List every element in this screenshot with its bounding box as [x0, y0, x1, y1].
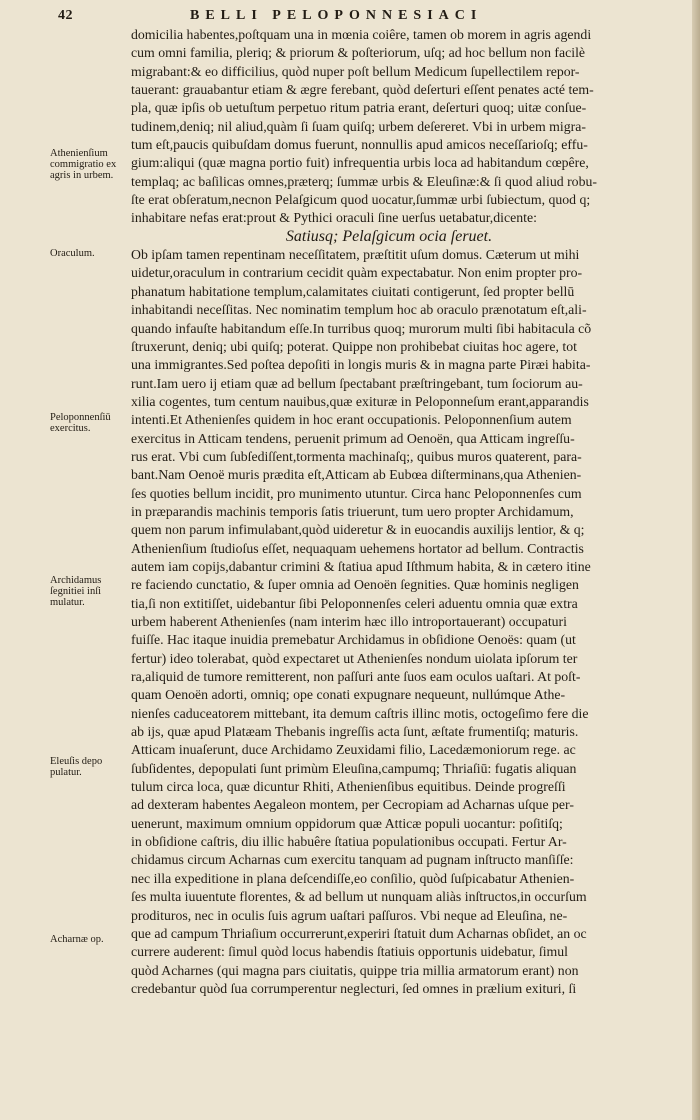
text-line: una immigrantes.Sed poſtea depoſiti in longis muris & in magna parte Piræi habita-: [131, 357, 591, 373]
text-line: quòd Acharnes (qui magna pars ciuitatis, quippe tria millia armatorum erant) non: [131, 962, 579, 978]
main-text: [131, 26, 687, 998]
text-line: ab ijs, quæ apud Platæam Thebanis ingreſſis acta ſunt, æſtate frumentiſq; maturis.: [131, 724, 579, 740]
text-line: ſes multa iuuentute florentes, & ad bellum ut nunquam aliàs inſtructos,in occurſum: [131, 889, 587, 905]
text-line: ſubſidentes, depopulati ſunt primùm Eleuſina,campumq; Thriaſiū: fugatis aliquan: [131, 760, 577, 776]
text-line: phanatum habitatione templum,calamitates ciuitati contigerunt, ſed propter bellū: [131, 283, 575, 299]
text-line: prodituros, nec in oculis ſuis agrum uaſtari paſſuros. Vbi neque ad Eleuſina, ne-: [131, 907, 568, 923]
margin-note-exercitus: Peloponnenſiū exercitus.: [50, 412, 111, 434]
text-line: Ob ipſam tamen repentinam neceſſitatem, præſtitit uſum domus. Cæterum ut mihi: [131, 247, 580, 263]
running-title: BELLI PELOPONNESIACI: [190, 8, 483, 23]
text-line: re faciendo cunctatio, & ſuper omnia ad Oenoën ſegnities. Quæ hominis negligen: [131, 577, 579, 593]
text-line: chidamus circum Acharnas cum exercitu tanquam ad pugnam inſtructo manſiſſe:: [131, 852, 574, 868]
text-line: credebantur quòd ſua corrumperentur neglecturi, ſed omnes in prælium exituri, ſi: [131, 980, 577, 996]
text-line: inhabitandi neceſſitas. Nec nominatim templum hoc ab oraculo prænotatum eſt,ali-: [131, 302, 587, 318]
text-line: ad dexteram habentes Aegaleon montem, per Cecropiam ad Acharnas uſque per-: [131, 797, 574, 813]
text-line: templaq; ac baſilicas omnes,præterq; ſummæ urbis & Eleuſinæ:& ſi quod aliud robu-: [131, 173, 597, 189]
text-line: quem non parum infimulabant,quòd uideretur & in euocandis auxilijs lentior, & q;: [131, 522, 585, 538]
margin-note-oraculum: Oraculum.: [50, 248, 95, 259]
text-line: ſte erat obſeratum,necnon Pelaſgicum quod uocatur,ſummæ urbi ſubiectum, quod q;: [131, 192, 591, 208]
page-number: 42: [58, 8, 73, 23]
text-line: fertur) ideo tolerabat, quòd expectaret ut Athenienſes nondum uiolata ipſorum ter: [131, 650, 578, 666]
text-line: intenti.Et Athenienſes quidem in hoc erant occupationis. Peloponnenſium autem: [131, 412, 572, 428]
text-line: quam Oenoën adorti, omniq; ope conati expugnare nequeunt, nullúmque Athe-: [131, 687, 566, 703]
text-line: bant.Nam Oenoë muris prædita eſt,Atticam ab Eubœa diſterminans,qua Athenien-: [131, 467, 582, 483]
text-line: cum omni familia, pleriq; & priorum & poſteriorum, uſq; ad hoc bellum non facilè: [131, 45, 586, 61]
text-line: uenerunt, maximum omnium oppidorum quæ Atticæ populi uocantur: poſitiſq;: [131, 815, 563, 831]
oracle-verse: Satiusq; Pelaſgicum ocia ſeruet.: [285, 227, 493, 245]
text-line: ra,aliquid de tumore remitterent, non paſſuri ante ſuos eam oculos uaſtari. At poſt-: [131, 669, 581, 685]
text-line: rus erat. Vbi cum ſubſediſſent,tormenta machinaſq;, quibus muros quaterent, para-: [131, 448, 582, 464]
text-line: quando infauſte habitandum eſſe.In turribus quoq; murorum multi ſibi habitacula cõ: [131, 320, 592, 336]
text-line: xilia cogentes, tum centum nauibus,quæ exituræ in Peloponneſum erant,apparandis: [131, 393, 589, 409]
margin-note-commigratio: Athenienſium commigratio ex agris in urbem.: [50, 148, 117, 181]
text-line: uidetur,oraculum in contrarium cecidit quàm expectabatur. Non enim propter pro-: [131, 265, 583, 281]
text-line: gium:aliqui (quæ magna portio fuit) infrequentia urbis loca ad habitandum cœpêre,: [131, 155, 589, 171]
text-line: tia,ſi non extitiſſet, uidebantur ſibi Peloponnenſes celeri aduentu omnia quæ extra: [131, 595, 578, 611]
text-line: ſes quoties bellum incidit, pro munimento utuntur. Circa hanc Peloponnenſes cum: [131, 485, 582, 501]
text-line: Atticam inuaſerunt, duce Archidamo Zeuxidami filio, Lacedæmoniorum rege. ac: [131, 742, 576, 758]
text-line: ſtruxerunt, deniq; ubi quiſq; poterat. Quippe non prohibebat ciuitas hoc agere, tot: [131, 338, 577, 354]
text-line: runt.Iam uero ij etiam quæ ad bellum ſpectabant præſtringebant, tum ſociorum au-: [131, 375, 583, 391]
text-line: autem iam copijs,dabantur crimini & ſtatiua apud Iſthmum habita, & in cætero itine: [131, 558, 591, 574]
margin-note-archidamus: Archidamus ſegnitiei inſi mulatur.: [50, 575, 102, 608]
text-line: tulum circa loca, quæ dicuntur Rhiti, Athenienſibus equitibus. Deinde progreſſi: [131, 779, 566, 795]
text-line: currere auderent: ſimul quòd locus habendis ſtatiuis opportunis uidebatur, ſimul: [131, 944, 569, 960]
text-line: fuiſſe. Hac itaque inuidia premebatur Archidamus in obſidione Oenoës: quam (ut: [131, 632, 576, 648]
text-line: Athenienſium ſtudioſus eſſet, nequaquam uehemens hortator ad bellum. Contractis: [131, 540, 584, 556]
text-line: domicilia habentes,poſtquam una in mœnia coiêre, tamen ob morem in agris agendi: [131, 27, 592, 42]
page-edge-shadow: [692, 0, 700, 1120]
text-line: tauerant: grauabantur etiam & ægre ferebant, quòd deſerturi eſſent penates acté tem-: [131, 82, 594, 98]
text-line: tum eſt,paucis quibuſdam domus fuerunt, nonnullis apud amicos neceſſarioſq; effu-: [131, 137, 588, 153]
text-line: tudinem,deniq; nil aliud,quàm ſi ſuam quiſq; urbem deſereret. Vbi in urbem migra-: [131, 118, 586, 134]
text-line: pla, quæ ipſis ob uetuſtum perpetuo ritum patria erant, deſerturi quoq; uitæ conſue-: [131, 100, 587, 116]
text-line: que ad campum Thriaſium occurrerunt,experiri ſtatuit dum Acharnas obſidet, an oc: [131, 925, 587, 941]
text-line: nec illa expeditione in plana deſcendiſſe,eo conſilio, quòd ſuſpicabatur Athenien-: [131, 870, 575, 886]
text-line: migrabant:& eo difficilius, quòd nuper poſt bellum Medicum ſupellectilem repor-: [131, 63, 580, 79]
text-line: inhabitare nefas erat:prout & Pythici oraculi ſine uerſus uetabatur,dicente:: [131, 210, 537, 226]
text-line: urbem haberent Athenienſes (nam interim hæc illo introportauerant) occupaturi: [131, 614, 567, 629]
text-line: exercitus in Atticam tendens, peruenit primum ad Oenoën, qua Atticam ingreſſu-: [131, 430, 575, 446]
text-line: nienſes caduceatorem mittebant, ita demum caſtris illinc motis, octogeſimo fere die: [131, 705, 589, 721]
margin-note-acharnae: Acharnæ op.: [50, 934, 104, 945]
text-line: in præparandis machinis temporis ſatis triuerunt, tum uero propter Archidamum,: [131, 503, 574, 519]
text-line: in obſidione caſtris, diu illic habuêre ſtatiua populationibus occupati. Fertur Ar-: [131, 834, 567, 850]
margin-note-eleusis: Eleuſis depo pulatur.: [50, 756, 103, 778]
